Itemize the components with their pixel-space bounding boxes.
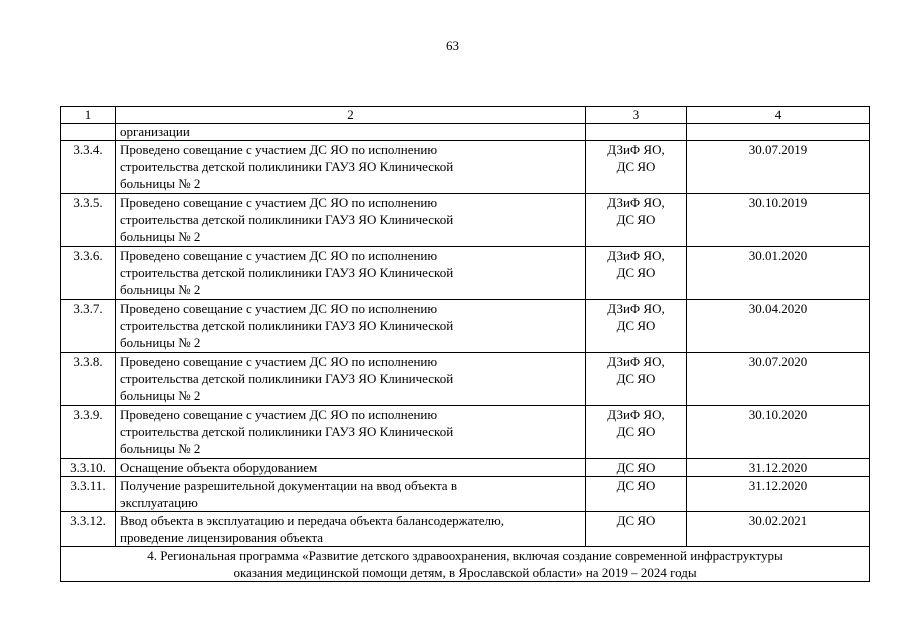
cell-date: 31.12.2020 [687,459,870,477]
cell-description: Проведено совещание с участием ДС ЯО по исполнению строительства детской поликлиники ГАУЗ ЯО Клинической больницы № 2 [116,406,586,459]
cell-num [61,124,116,141]
header-col-2: 2 [116,107,586,124]
cell-date: 30.01.2020 [687,247,870,300]
cell-date: 30.07.2020 [687,353,870,406]
cell-description: Получение разрешительной документации на ввод объекта в эксплуатацию [116,477,586,512]
cell-responsible [586,124,687,141]
header-col-1: 1 [61,107,116,124]
table-row [61,459,870,477]
header-col-3: 3 [586,107,687,124]
section-heading-row [61,547,870,582]
cell-description: Проведено совещание с участием ДС ЯО по исполнению строительства детской поликлиники ГАУЗ ЯО Клинической больницы № 2 [116,141,586,194]
cell-responsible: ДЗиФ ЯО, ДС ЯО [586,406,687,459]
page-number: 63 [446,38,459,53]
cell-description: Проведено совещание с участием ДС ЯО по исполнению строительства детской поликлиники ГАУЗ ЯО Клинической больницы № 2 [116,194,586,247]
cell-responsible: ДЗиФ ЯО, ДС ЯО [586,247,687,300]
cell-responsible: ДЗиФ ЯО, ДС ЯО [586,194,687,247]
cell-description: Проведено совещание с участием ДС ЯО по исполнению строительства детской поликлиники ГАУЗ ЯО Клинической больницы № 2 [116,353,586,406]
cell-description: Ввод объекта в эксплуатацию и передача объекта балансодержателю, проведение лицензирования объекта [116,512,586,547]
table-row [61,477,870,512]
cell-num: 3.3.10. [61,459,116,477]
table-row [61,247,870,300]
table-row [61,194,870,247]
cell-description: Оснащение объекта оборудованием [116,459,586,477]
cell-num: 3.3.5. [61,194,116,247]
cell-num: 3.3.8. [61,353,116,406]
cell-description: Проведено совещание с участием ДС ЯО по исполнению строительства детской поликлиники ГАУЗ ЯО Клинической больницы № 2 [116,300,586,353]
cell-responsible: ДС ЯО [586,477,687,512]
table-row [61,353,870,406]
table-row [61,300,870,353]
cell-responsible: ДЗиФ ЯО, ДС ЯО [586,353,687,406]
cell-date [687,124,870,141]
cell-responsible: ДЗиФ ЯО, ДС ЯО [586,141,687,194]
table-row [61,406,870,459]
section-heading: 4. Региональная программа «Развитие детского здравоохранения, включая создание современной инфраструктуры оказания медицинской помощи детям, в Ярославской области» на 2019 – 2024 годы [61,547,870,582]
cell-date: 30.10.2020 [687,406,870,459]
cell-date: 31.12.2020 [687,477,870,512]
table-header-row [61,107,870,124]
cell-date: 30.07.2019 [687,141,870,194]
cell-date: 30.10.2019 [687,194,870,247]
continuation-row [61,124,870,141]
cell-num: 3.3.11. [61,477,116,512]
cell-date: 30.04.2020 [687,300,870,353]
cell-responsible: ДС ЯО [586,459,687,477]
cell-date: 30.02.2021 [687,512,870,547]
cell-num: 3.3.6. [61,247,116,300]
cell-num: 3.3.7. [61,300,116,353]
cell-description: Проведено совещание с участием ДС ЯО по исполнению строительства детской поликлиники ГАУЗ ЯО Клинической больницы № 2 [116,247,586,300]
cell-num: 3.3.4. [61,141,116,194]
table-row [61,512,870,547]
cell-description: организации [116,124,586,141]
table-row [61,141,870,194]
cell-num: 3.3.9. [61,406,116,459]
cell-num: 3.3.12. [61,512,116,547]
cell-responsible: ДС ЯО [586,512,687,547]
cell-responsible: ДЗиФ ЯО, ДС ЯО [586,300,687,353]
header-col-4: 4 [687,107,870,124]
plan-table [60,106,870,582]
